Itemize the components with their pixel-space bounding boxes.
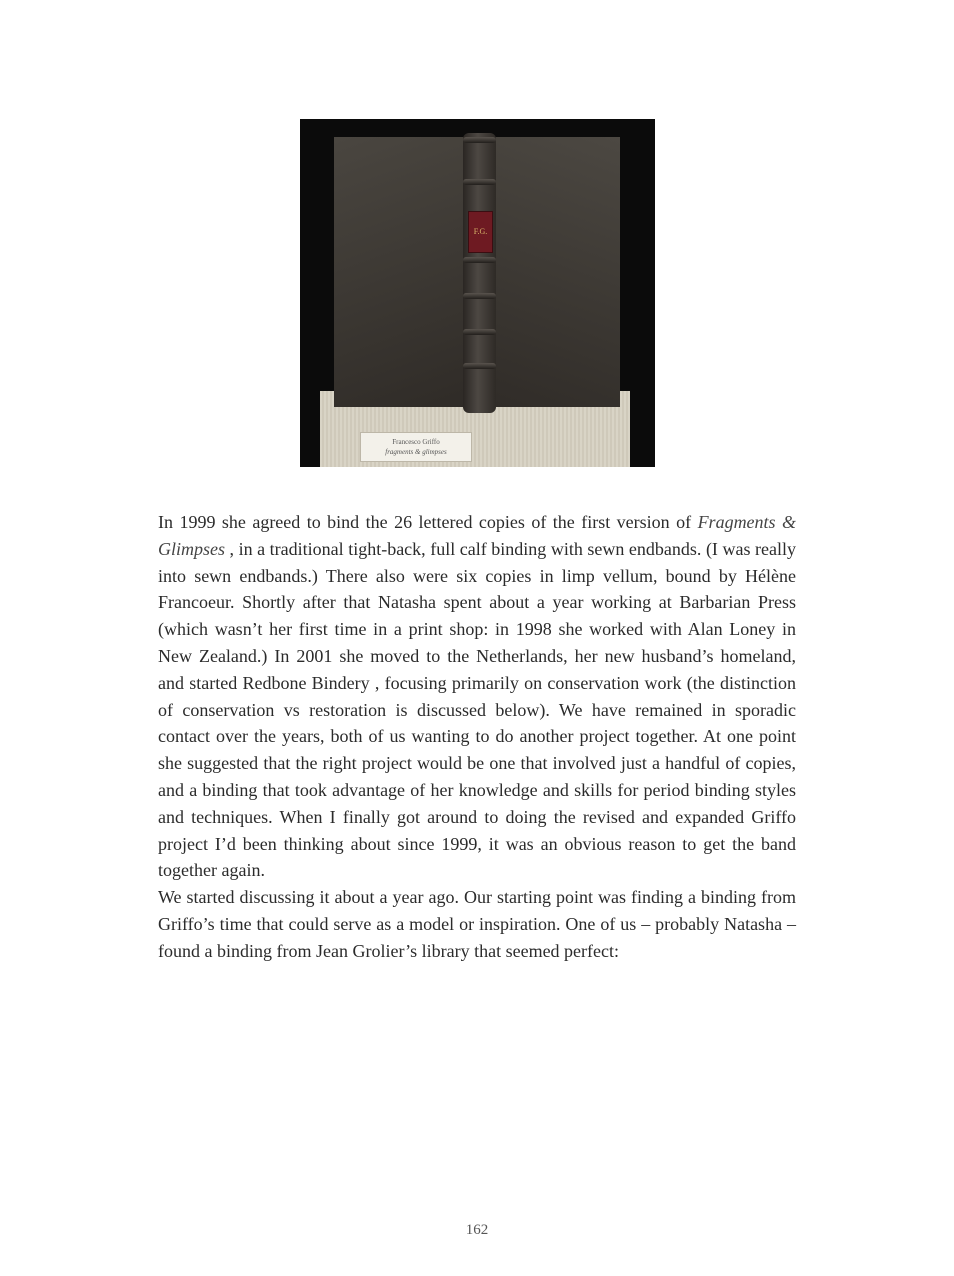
display-label — [360, 432, 472, 462]
paragraph-2: We started discussing it about a year ago. Our starting point was finding a binding from Griffo’s time that could serve as a model or inspiration. One of us – probably Natasha – found a binding from Jean Grolier’s library that seemed perfect: — [158, 887, 796, 961]
book-spine — [463, 133, 496, 413]
spine-band — [463, 293, 496, 299]
book-cover-right — [490, 137, 620, 407]
spine-band — [463, 329, 496, 335]
display-label-author: Francesco Griffo — [392, 438, 440, 446]
paragraph-1-rest: , in a traditional tight-back, full calf binding with sewn endbands. (I was really into sewn endbands.) There also were six copies in limp vellum, bound by Hélène Francoeur. Shortly after that Natasha spent about a year working at Barbarian Press (which wasn’t her first time in a print shop: in 1998 she worked with Alan Loney in New Zealand.) In 2001 she moved to the Netherlands, her new husband’s homeland, and started Redbone Bindery , focusing primarily on conservation work (the distinction of conservation vs restoration is discussed below). We have remained in sporadic contact over the years, both of us wanting to do another project together. At one point she suggested that the right project would be one that involved just a handful of copies, and a binding that took advantage of her knowledge and skills for period binding styles and techniques. When I finally got around to doing the revised and expanded Griffo project I’d been thinking about since 1999, it was an obvious reason to get the band together again. — [158, 538, 796, 881]
spine-band — [463, 257, 496, 263]
spine-band — [463, 179, 496, 185]
book-photograph — [300, 119, 655, 467]
book-cover-left — [334, 137, 468, 407]
spine-band — [463, 137, 496, 143]
book-title: Fragments & Glimpses — [158, 512, 797, 559]
spine-title-label: F.G. — [468, 211, 493, 253]
body-text — [158, 509, 796, 965]
spine-band — [463, 363, 496, 369]
paragraph-1-start: In 1999 she agreed to bind the 26 lettered copies of the first version of — [158, 512, 698, 532]
page-number: 162 — [465, 1222, 489, 1238]
display-label-title: fragments & glimpses — [385, 448, 447, 456]
paragraph-1 — [158, 509, 796, 884]
